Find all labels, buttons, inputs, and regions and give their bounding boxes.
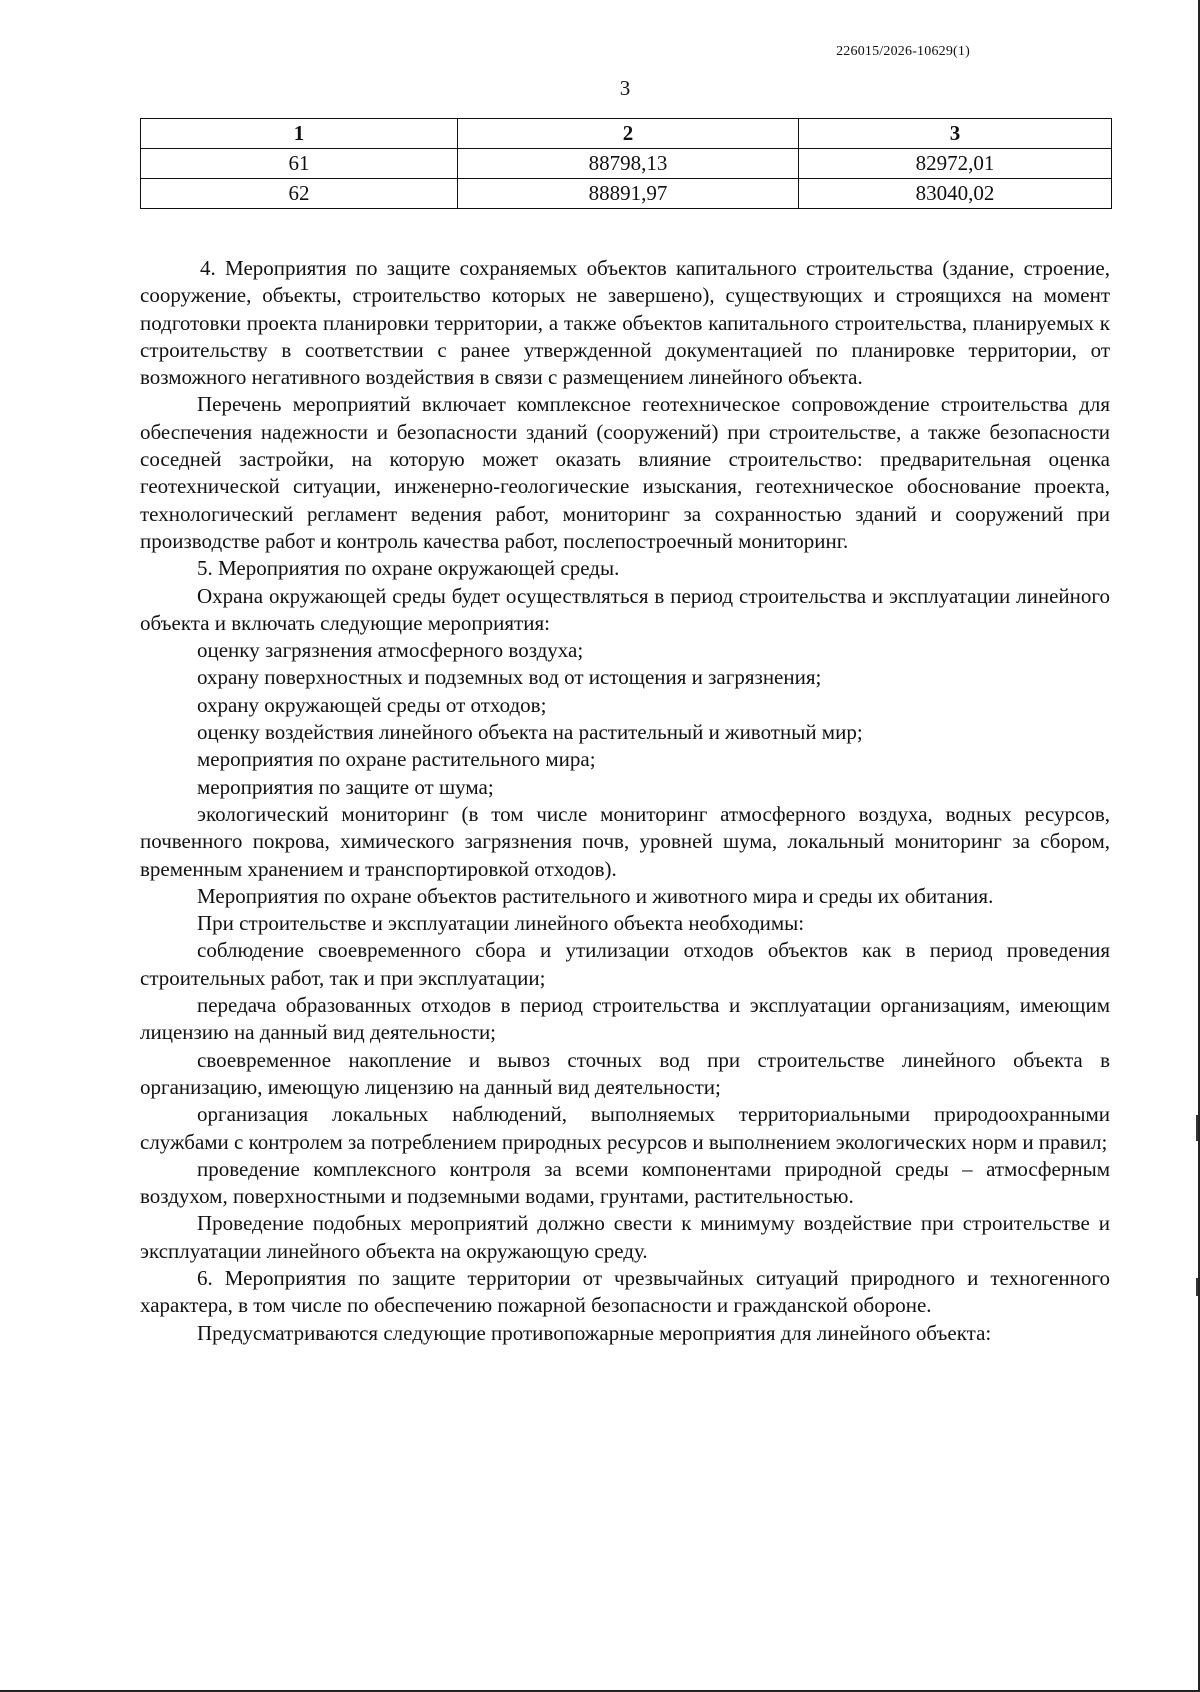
table-header-cell: 2 xyxy=(458,119,799,149)
paragraph-section-6: 6. Мероприятия по защите территории от чрезвычайных ситуаций природного и техногенного характера, в том числе по обеспечению пожарной безопасности и гражданской обороне. xyxy=(140,1265,1110,1318)
scan-artifact xyxy=(1196,1278,1198,1296)
table-cell: 62 xyxy=(141,179,458,209)
list-item: мероприятия по охране растительного мира; xyxy=(197,747,596,772)
table-header-cell: 1 xyxy=(141,119,458,149)
scan-artifact xyxy=(1196,1115,1198,1141)
paragraph: Предусматриваются следующие противопожарные мероприятия для линейного объекта: xyxy=(197,1320,992,1345)
paragraph: Охрана окружающей среды будет осуществляться в период строительства и эксплуатации линейного объекта и включать следующие мероприятия: xyxy=(140,583,1110,635)
table-header-row xyxy=(141,119,1112,149)
paragraph-section-4: 4. Мероприятия по защите сохраняемых объектов капитального строительства (здание, строение, сооружение, объекты, строительство которых не завершено), существующих и строящихся на момент подготовки проекта планировки территории, а также объектов капитального строительства, планируемых к строительству в соответствии с ранее утвержденной документацией по планировке территории, от возможного негативного воздействия в связи с размещением линейного объекта. xyxy=(140,256,1110,390)
paragraph: При строительстве и эксплуатации линейного объекта необходимы: xyxy=(197,911,805,936)
table-cell: 88891,97 xyxy=(458,179,799,209)
list-item: оценку воздействия линейного объекта на растительный и животный мир; xyxy=(197,720,863,745)
body-text xyxy=(140,255,1110,1347)
list-item: организация локальных наблюдений, выполняемых территориальными природоохранными службами с контролем за потреблением природных ресурсов и выполнением экологических норм и правил; xyxy=(140,1102,1110,1154)
list-item: передача образованных отходов в период строительства и эксплуатации организациям, имеющим лицензию на данный вид деятельности; xyxy=(140,993,1110,1045)
page-number: 3 xyxy=(619,76,631,100)
coordinates-table xyxy=(140,118,1112,209)
table-row xyxy=(141,179,1112,209)
list-item: оценку загрязнения атмосферного воздуха; xyxy=(197,638,584,663)
table-cell: 82972,01 xyxy=(799,149,1112,179)
paragraph: Проведение подобных мероприятий должно свести к минимуму воздействие при строительстве и эксплуатации линейного объекта на окружающую среду. xyxy=(140,1211,1110,1263)
paragraph: Перечень мероприятий включает комплексное геотехническое сопровождение строительства для обеспечения надежности и безопасности зданий (сооружений) при строительстве, а также безопасности соседней застройки, на которую может оказать влияние строительство: предварительная оценка геотехнической ситуации, инженерно-геологические изыскания, геотехническое обоснование проекта, технологический регламент ведения работ, мониторинг за сохранностью зданий и сооружений при производстве работ и контроль качества работ, послепостроечный мониторинг. xyxy=(140,392,1110,553)
paragraph-section-5: 5. Мероприятия по охране окружающей среды. xyxy=(197,556,620,581)
table-cell: 83040,02 xyxy=(799,179,1112,209)
document-id: 226015/2026-10629(1) xyxy=(836,44,970,59)
paragraph: Мероприятия по охране объектов растительного и животного мира и среды их обитания. xyxy=(197,883,994,908)
list-item: мероприятия по защите от шума; xyxy=(197,774,494,799)
table-cell: 88798,13 xyxy=(458,149,799,179)
list-item: соблюдение своевременного сбора и утилизации отходов объектов как в период проведения строительных работ, так и при эксплуатации; xyxy=(140,938,1110,990)
list-item: проведение комплексного контроля за всеми компонентами природной среды – атмосферным воздухом, поверхностными и подземными водами, грунтами, растительностью. xyxy=(140,1156,1110,1209)
table-cell: 61 xyxy=(141,149,458,179)
table-row xyxy=(141,149,1112,179)
list-item: экологический мониторинг (в том числе мониторинг атмосферного воздуха, водных ресурсов, почвенного покрова, химического загрязнения почв, уровней шума, локальный мониторинг за сбором, временным хранением и транспортировкой отходов). xyxy=(140,801,1110,881)
table-header-cell: 3 xyxy=(799,119,1112,149)
list-item: охрану окружающей среды от отходов; xyxy=(197,692,547,717)
list-item: своевременное накопление и вывоз сточных вод при строительстве линейного объекта в организацию, имеющую лицензию на данный вид деятельности; xyxy=(140,1047,1110,1099)
list-item: охрану поверхностных и подземных вод от истощения и загрязнения; xyxy=(197,665,822,690)
